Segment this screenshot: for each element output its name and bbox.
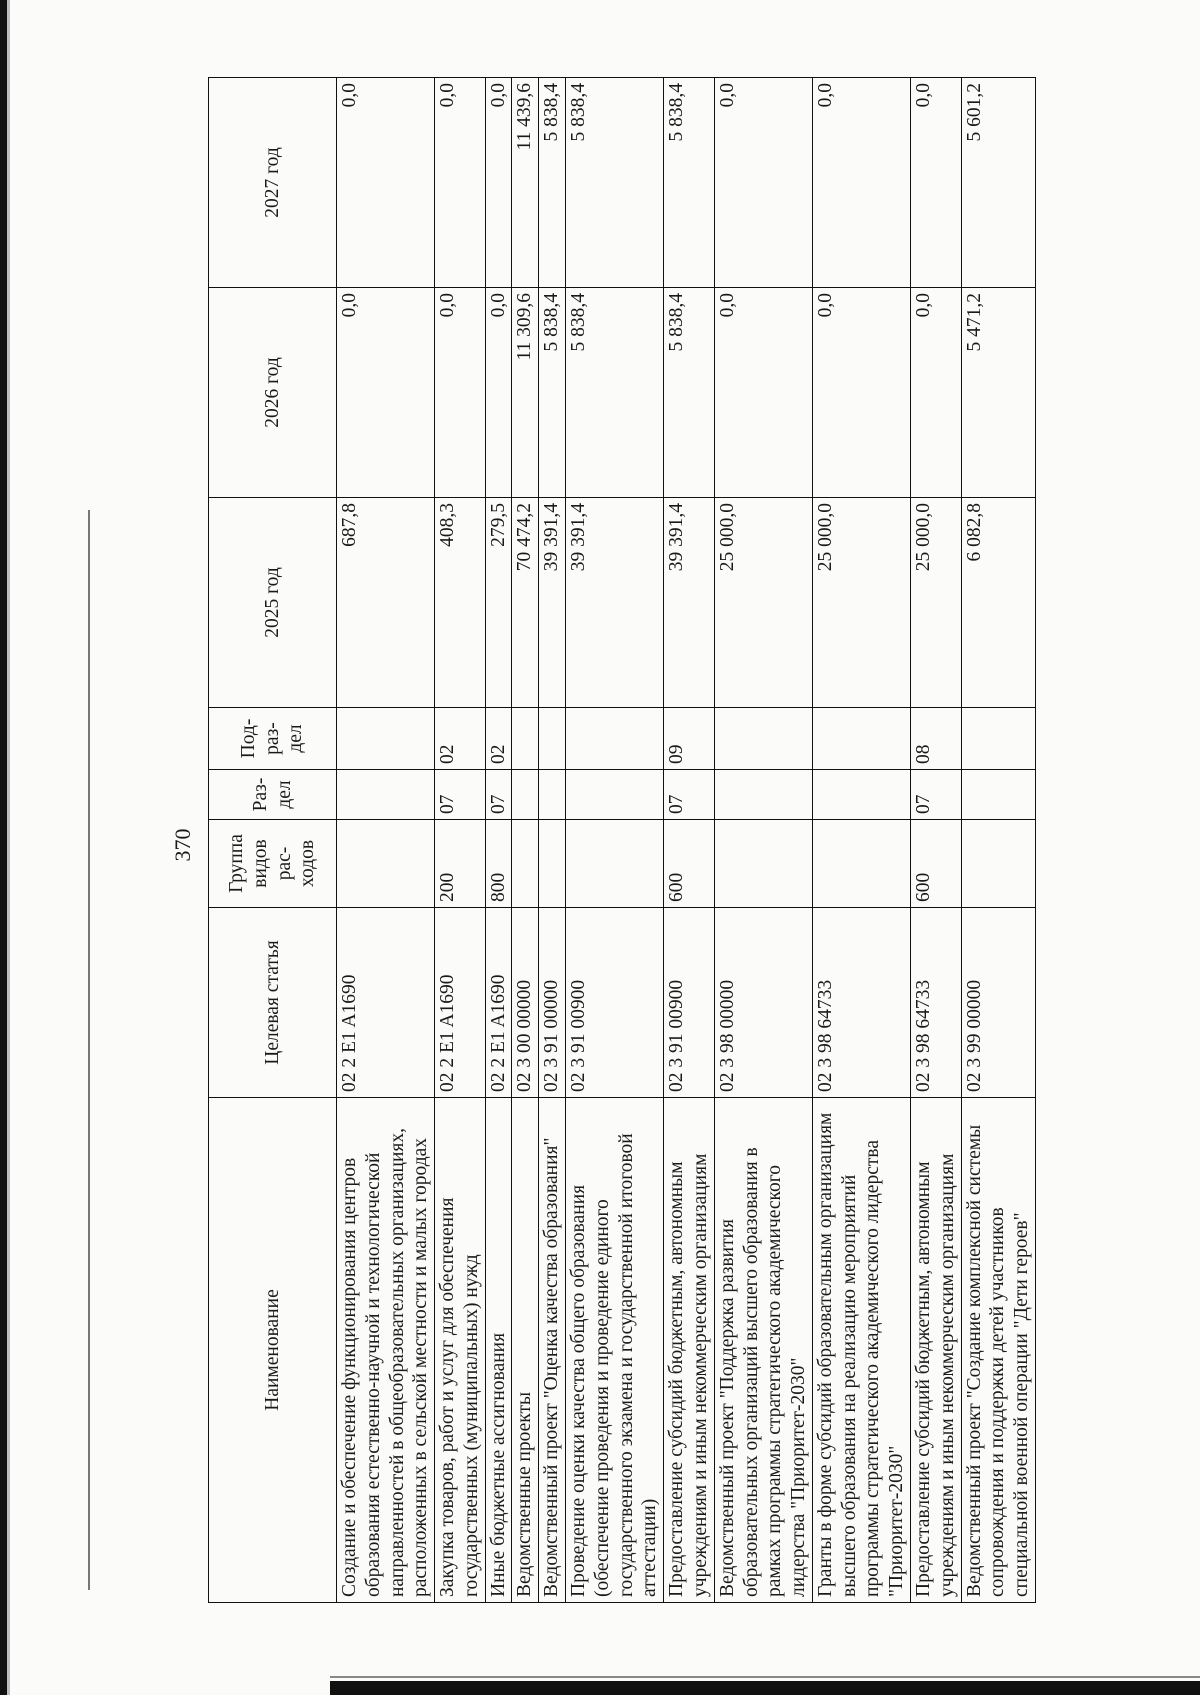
row-target: 02 3 98 00000 <box>714 908 812 1098</box>
row-section: 07 <box>435 770 486 820</box>
scan-line-bottom <box>330 1676 1200 1678</box>
row-name: Ведомственный проект "Оценка качества образования" <box>539 1098 566 1603</box>
row-group <box>714 820 812 908</box>
row-section: 07 <box>910 770 961 820</box>
header-group: Группа видов рас-ходов <box>209 820 337 908</box>
row-2027: 0,0 <box>812 78 910 288</box>
row-target: 02 2 E1 A1690 <box>485 908 512 1098</box>
row-name: Предоставление субсидий бюджетным, автономным учреждениям и иным некоммерческим организациям <box>664 1098 715 1603</box>
header-2026: 2026 год <box>209 288 337 498</box>
row-subsection <box>337 708 435 770</box>
table-row <box>485 78 512 1603</box>
row-subsection <box>812 708 910 770</box>
row-subsection <box>539 708 566 770</box>
row-target: 02 3 98 64733 <box>910 908 961 1098</box>
header-subsection: Под-раз-дел <box>209 708 337 770</box>
header-section: Раз-дел <box>209 770 337 820</box>
row-2026: 5 838,4 <box>664 288 715 498</box>
row-2027: 0,0 <box>910 78 961 288</box>
row-name: Иные бюджетные ассигнования <box>485 1098 512 1603</box>
table-row <box>910 78 961 1603</box>
row-group <box>539 820 566 908</box>
row-section <box>812 770 910 820</box>
row-name: Ведомственные проекты <box>512 1098 539 1603</box>
row-2026: 0,0 <box>485 288 512 498</box>
row-group: 600 <box>664 820 715 908</box>
row-2025: 39 391,4 <box>566 498 664 708</box>
row-name: Ведомственный проект "Создание комплексной системы сопровождения и поддержки детей участников специальной военной операции "Дети героев" <box>961 1098 1035 1603</box>
row-name: Проведение оценки качества общего образования (обеспечение проведения и проведение единого государственного экзамена и государственной итоговой аттестации) <box>566 1098 664 1603</box>
table-row <box>539 78 566 1603</box>
row-2026: 11 309,6 <box>512 288 539 498</box>
row-group <box>566 820 664 908</box>
header-name: Наименование <box>209 1098 337 1603</box>
row-name: Предоставление субсидий бюджетным, автономным учреждениям и иным некоммерческим организациям <box>910 1098 961 1603</box>
row-target: 02 3 91 00000 <box>539 908 566 1098</box>
table-row <box>566 78 664 1603</box>
row-target: 02 3 91 00900 <box>566 908 664 1098</box>
scan-line-left <box>88 510 90 1590</box>
row-subsection: 09 <box>664 708 715 770</box>
row-name: Закупка товаров, работ и услуг для обеспечения государственных (муниципальных) нужд <box>435 1098 486 1603</box>
row-2025: 6 082,8 <box>961 498 1035 708</box>
row-name: Ведомственный проект "Поддержка развития образовательных организаций высшего образования в рамках программы стратегического академического лидерства "Приоритет-2030" <box>714 1098 812 1603</box>
row-2027: 0,0 <box>485 78 512 288</box>
row-2027: 5 838,4 <box>539 78 566 288</box>
row-2026: 0,0 <box>337 288 435 498</box>
row-2026: 5 838,4 <box>566 288 664 498</box>
row-subsection: 02 <box>485 708 512 770</box>
row-section <box>961 770 1035 820</box>
row-2025: 25 000,0 <box>714 498 812 708</box>
row-target: 02 2 E1 A1690 <box>337 908 435 1098</box>
row-group <box>812 820 910 908</box>
row-name: Гранты в форме субсидий образовательным организациям высшего образования на реализацию мероприятий программы стратегического академического лидерства "Приоритет-2030" <box>812 1098 910 1603</box>
row-target: 02 3 99 00000 <box>961 908 1035 1098</box>
header-target: Целевая статья <box>209 908 337 1098</box>
row-2027: 0,0 <box>714 78 812 288</box>
rotated-page <box>140 70 1120 1615</box>
row-2026: 5 471,2 <box>961 288 1035 498</box>
row-group: 600 <box>910 820 961 908</box>
row-group: 200 <box>435 820 486 908</box>
row-2025: 70 474,2 <box>512 498 539 708</box>
row-group: 800 <box>485 820 512 908</box>
table-row <box>812 78 910 1603</box>
row-subsection: 08 <box>910 708 961 770</box>
row-target: 02 2 E1 A1690 <box>435 908 486 1098</box>
table-row <box>714 78 812 1603</box>
row-target: 02 3 98 64733 <box>812 908 910 1098</box>
row-2025: 25 000,0 <box>910 498 961 708</box>
row-2026: 5 838,4 <box>539 288 566 498</box>
page-number: 370 <box>170 828 195 862</box>
row-2025: 39 391,4 <box>539 498 566 708</box>
row-group <box>337 820 435 908</box>
table-row <box>512 78 539 1603</box>
row-name: Создание и обеспечение функционирования центров образования естественно-научной и технологической направленностей в общеобразовательных организациях, расположенных в сельской местности и малых городах <box>337 1098 435 1603</box>
row-2027: 5 601,2 <box>961 78 1035 288</box>
row-subsection: 02 <box>435 708 486 770</box>
row-2025: 39 391,4 <box>664 498 715 708</box>
row-subsection <box>961 708 1035 770</box>
table-row <box>435 78 486 1603</box>
budget-table <box>208 77 1036 1603</box>
table-row <box>664 78 715 1603</box>
row-section: 07 <box>664 770 715 820</box>
row-section <box>566 770 664 820</box>
row-2026: 0,0 <box>714 288 812 498</box>
table-header-row <box>209 78 337 1603</box>
row-section <box>512 770 539 820</box>
row-subsection <box>566 708 664 770</box>
row-section: 07 <box>485 770 512 820</box>
row-target: 02 3 91 00900 <box>664 908 715 1098</box>
row-2025: 279,5 <box>485 498 512 708</box>
row-section <box>539 770 566 820</box>
row-group <box>961 820 1035 908</box>
row-2027: 11 439,6 <box>512 78 539 288</box>
row-group <box>512 820 539 908</box>
row-2027: 5 838,4 <box>664 78 715 288</box>
row-2025: 408,3 <box>435 498 486 708</box>
row-2025: 687,8 <box>337 498 435 708</box>
row-2027: 0,0 <box>435 78 486 288</box>
row-2026: 0,0 <box>435 288 486 498</box>
header-2027: 2027 год <box>209 78 337 288</box>
row-section <box>337 770 435 820</box>
row-subsection <box>714 708 812 770</box>
row-2027: 0,0 <box>337 78 435 288</box>
scan-edge-bottom <box>330 1681 1200 1695</box>
header-2025: 2025 год <box>209 498 337 708</box>
row-section <box>714 770 812 820</box>
row-2026: 0,0 <box>812 288 910 498</box>
table-row <box>961 78 1035 1603</box>
scan-edge-left-shadow <box>7 0 10 1695</box>
row-2026: 0,0 <box>910 288 961 498</box>
row-2025: 25 000,0 <box>812 498 910 708</box>
row-target: 02 3 00 00000 <box>512 908 539 1098</box>
scan-edge-left <box>0 0 7 1695</box>
row-2027: 5 838,4 <box>566 78 664 288</box>
row-subsection <box>512 708 539 770</box>
table-row <box>337 78 435 1603</box>
